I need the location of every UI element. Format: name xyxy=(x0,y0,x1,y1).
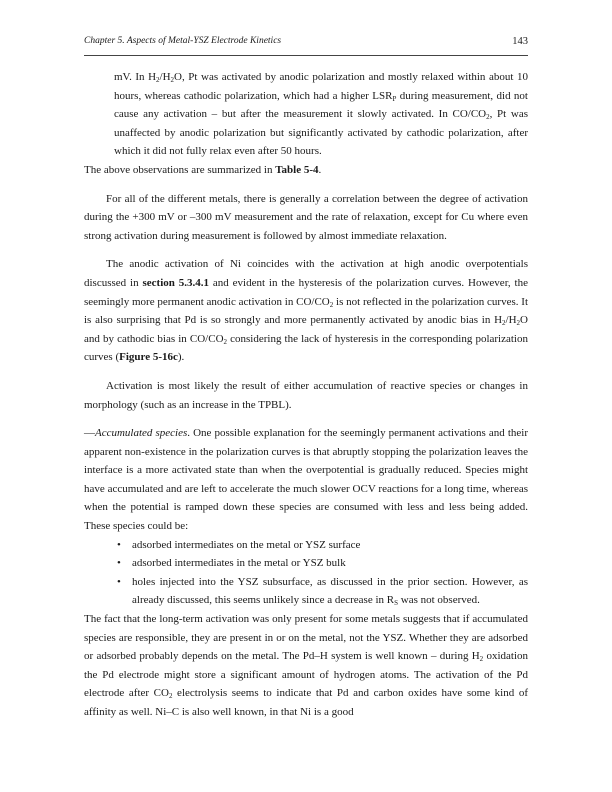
list-item: • adsorbed intermediates on the metal or YSZ surface xyxy=(84,536,528,555)
running-title: Chapter 5. Aspects of Metal-YSZ Electrode Kinetics xyxy=(84,36,282,46)
correlation-paragraph: For all of the different metals, there is generally a correlation between the degree of activation during the +300 mV or –300 mV measurement and the rate of relaxation, except for Cu where even strong activation during measurement is followed by almost immediate relaxation. xyxy=(84,192,528,242)
final-paragraph: The fact that the long-term activation was only present for some metals suggests that if accumulated species are responsible, they are present in or on the metal, not the YSZ. Whether they are adsorbed or adsorbed probably depends on the metal. The Pd–H system is well known – during $H_2$ oxidation the Pd electrode might store a significant amount of hydrogen atoms. The activation of the Pd electrode after $CO_2$ electrolysis seems to indicate that Pd and carbon oxides have some kind of affinity as well. Ni–C is also well known, in that Ni is a good xyxy=(84,613,529,718)
section-reference: section 5.3.4.1 xyxy=(142,276,209,289)
list-item: • holes injected into the YSZ subsurface, as discussed in the prior section. However, as already discussed, this seems unlikely since a decrease in $R_S$ was not observed. xyxy=(84,573,528,610)
header-rule xyxy=(84,55,528,56)
figure-reference: Figure 5-16c xyxy=(119,351,178,364)
bullet-icon: • xyxy=(117,575,121,588)
pt-observation-paragraph: mV. In $H_2/H_2O$, Pt was activated by anodic polarization and mostly relaxed within about 10 hours, whereas cathodic polarization, which had a higher $LSR_P$ during measurement, did not cause any activation – but after the measurement it slowly activated. In $CO/CO_2$, Pt was unaffected by anodic polarization but significantly activated by cathodic polarization, after which it did not fully relax even after 50 hours. xyxy=(114,71,528,158)
species-list xyxy=(84,536,528,610)
accumulated-species-paragraph: —Accumulated species. One possible explanation for the seemingly permanent activations and their apparent non-existence in the polarization curves is that abruptly stopping the polarization leaves the interface is a more activated state than when the overpotential is gradually reduced. Species might have accumulated and are left to accelerate the much slower OCV reactions for a long time, whereas when the potential is ramped down these species are consumed with less and less being added. These species could be: xyxy=(84,427,529,533)
page-header xyxy=(84,36,528,50)
summary-line: The above observations are summarized in Table 5-4. xyxy=(84,163,322,176)
bullet-icon: • xyxy=(117,557,121,570)
bullet-icon: • xyxy=(117,538,121,551)
activation-paragraph: Activation is most likely the result of either accumulation of reactive species or changes in morphology (such as an increase in the TPBL). xyxy=(84,379,528,411)
ni-activation-paragraph: The anodic activation of Ni coincides with the activation at high anodic overpotentials discussed in section 5.3.4.1 and evident in the hysteresis of the polarization curves. However, the seemingly more permanent anodic activation in $CO/CO_2$ is not reflected in the polarization curves. It is also surprising that Pd is so strongly and more permanently activated by anodic bias in $H_2/H_2O$ and by cathodic bias in $CO/CO_2$ considering the lack of hysteresis in the corresponding polarization curves (Figure 5-16c). xyxy=(84,258,528,364)
table-reference: Table 5-4 xyxy=(275,163,319,176)
list-item: • adsorbed intermediates in the metal or YSZ bulk xyxy=(84,554,528,573)
page-number: 143 xyxy=(512,36,528,47)
body-text xyxy=(84,68,528,722)
accumulated-species-heading: Accumulated species xyxy=(95,427,188,440)
